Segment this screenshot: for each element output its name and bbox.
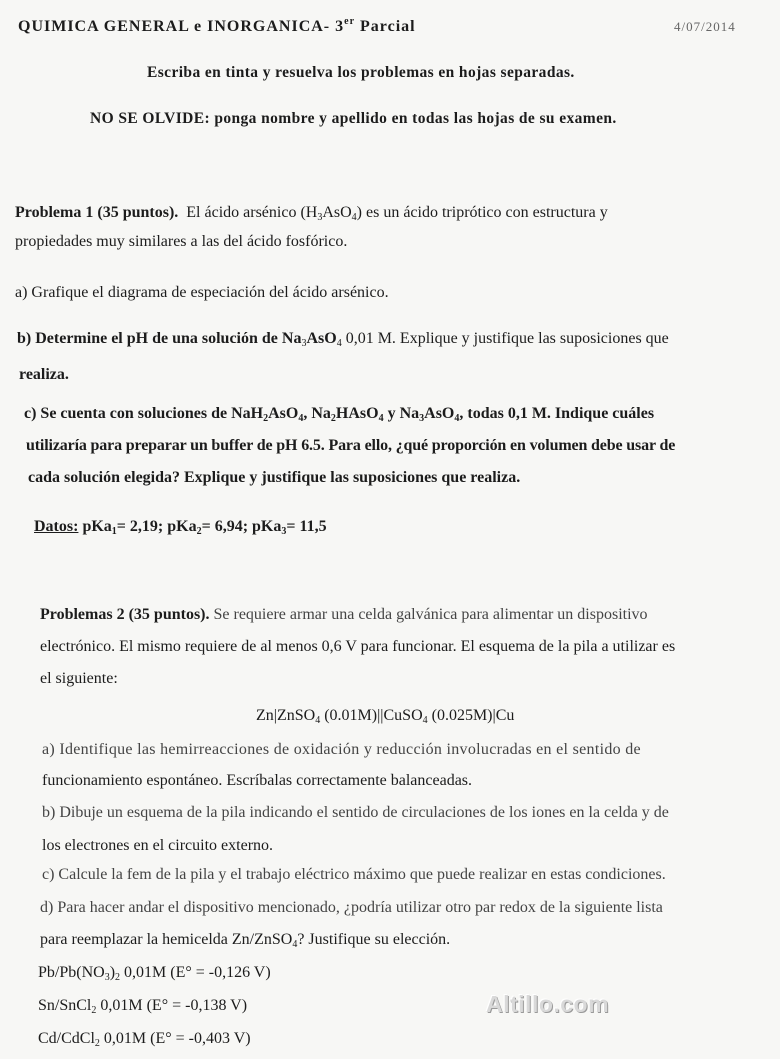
- problem1-intro: Problema 1 (35 puntos). El ácido arsénico $(H_3AsO_4)$ es un ácido triprótico con estructura y: [15, 204, 608, 223]
- problem1-item-a: a) Grafique el diagrama de especiación del ácido arsénico.: [15, 284, 389, 301]
- exam-title: QUIMICA GENERAL e INORGANICA- 3er Parcial: [18, 16, 416, 35]
- redox-option-1: $Pb/Pb(NO_3)_2$ 0,01M (E° = -0,126 V): [38, 964, 271, 983]
- data-label: Datos:: [34, 518, 79, 535]
- problem2-intro-line2: electrónico. El mismo requiere de al menos 0,6 V para funcionar. El esquema de la pila a utilizar es: [40, 638, 676, 655]
- problem1-intro-line2: propiedades muy similares a las del ácido fosfórico.: [15, 233, 348, 250]
- problem2-item-b-line2: los electrones en el circuito externo.: [42, 837, 274, 854]
- problem2-intro: Problemas 2 (35 puntos). Se requiere armar una celda galvánica para alimentar un dispositivo: [40, 606, 648, 623]
- problem2-item-a-line2: funcionamiento espontáneo. Escríbalas correctamente balanceadas.: [42, 772, 473, 789]
- problem2-item-b: b) Dibuje un esquema de la pila indicando el sentido de circulaciones de los iones en la celda y de: [42, 804, 669, 821]
- instruction-line-2: NO SE OLVIDE: ponga nombre y apellido en todas las hojas de su examen.: [90, 110, 617, 127]
- problem2-item-d-line2: para reemplazar la hemicelda Zn/ZnSO$_4$? Justifique su elección.: [40, 931, 451, 950]
- redox-option-3: Cd/CdCl$_2$ 0,01M (E° = -0,403 V): [38, 1030, 251, 1049]
- instruction-line-1: Escriba en tinta y resuelva los problemas en hojas separadas.: [147, 64, 575, 81]
- problem1-item-c-line2: utilizaría para preparar un buffer de pH 6.5. Para ello, ¿qué proporción en volumen debe usar de: [26, 437, 676, 454]
- redox-option-2: Sn/SnCl$_2$ 0,01M (E° = -0,138 V): [38, 997, 248, 1016]
- exam-date: 4/07/2014: [674, 19, 736, 34]
- problem2-item-a: a) Identifique las hemirreacciones de oxidación y reducción involucradas en el sentido de: [42, 741, 641, 758]
- problem1-item-b: b) Determine el pH de una solución de $Na_3AsO_4$ 0,01 M. Explique y justifique las suposiciones que: [17, 330, 669, 349]
- problem1-item-c: c) Se cuenta con soluciones de NaH$_2$AsO$_4$, $Na_2HAsO_4$ y $Na_3AsO_4$, todas 0,1 M. Indique cuáles: [24, 405, 655, 424]
- problem2-heading: Problemas 2 (35 puntos).: [40, 606, 210, 623]
- problem1-item-c-line3: cada solución elegida? Explique y justifique las suposiciones que realiza.: [28, 469, 521, 486]
- galvanic-cell-scheme: Zn|ZnSO$_4$ (0.01M)||CuSO$_4$ (0.025M)|Cu: [256, 707, 515, 726]
- problem2-item-c: c) Calcule la fem de la pila y el trabajo eléctrico máximo que puede realizar en estas condiciones.: [42, 866, 666, 883]
- problem2-intro-line3: el siguiente:: [40, 670, 118, 687]
- problem1-item-b-line2: realiza.: [19, 366, 69, 383]
- problem2-item-d: d) Para hacer andar el dispositivo mencionado, ¿podría utilizar otro par redox de la siguiente lista: [40, 899, 663, 916]
- problem1-data: Datos: pKa$_1$= 2,19; pKa$_2$= 6,94; pKa$_3$= 11,5: [34, 518, 327, 537]
- site-watermark: Altillo.com: [486, 991, 610, 1017]
- problem1-heading: Problema 1 (35 puntos).: [15, 204, 179, 221]
